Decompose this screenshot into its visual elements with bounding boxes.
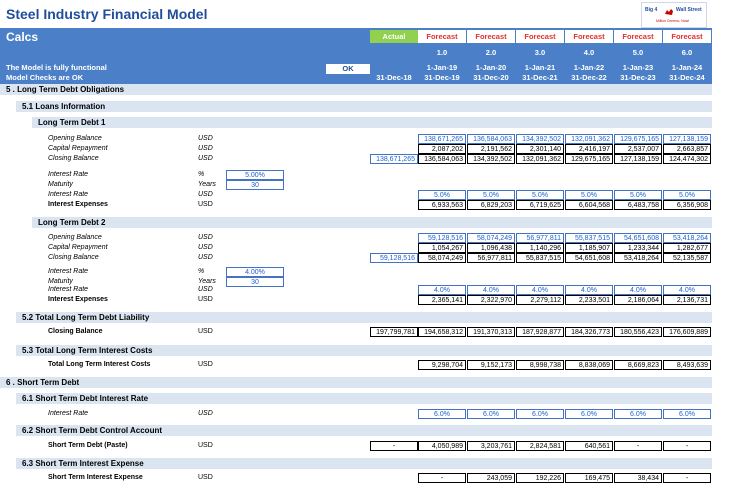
section-total-interest: 5.3 Total Long Term Interest Costs — [0, 345, 712, 356]
value-cell: 194,658,312 — [418, 327, 466, 337]
forecast-label: Forecast — [467, 30, 515, 43]
row-label: Interest Rate — [48, 191, 89, 198]
row-unit: USD — [198, 244, 213, 251]
ltd2-capital-row — [0, 243, 712, 253]
value-cell: 5.0% — [467, 190, 515, 200]
value-cell: 127,138,159 — [663, 134, 711, 144]
value-cell: 169,475 — [565, 473, 613, 483]
value-cell: 6,604,568 — [565, 200, 613, 210]
value-cell: 136,584,063 — [467, 134, 515, 144]
row-unit: USD — [198, 474, 213, 481]
value-cell: 59,128,516 — [418, 233, 466, 243]
period-number: 5.0 — [632, 48, 644, 57]
value-cell: 8,998,738 — [516, 360, 564, 370]
row-label: Total Long Term Interest Costs — [48, 361, 151, 368]
value-cell: 180,556,423 — [614, 327, 662, 337]
row-label: Interest Rate — [48, 171, 89, 178]
section-st-interest: 6.3 Short Term Interest Expense — [0, 458, 712, 469]
row-unit: USD — [198, 410, 213, 417]
row-unit: USD — [198, 155, 213, 162]
value-cell: 53,418,264 — [663, 233, 711, 243]
company-logo: Big 4 Wall Street Million Ceremo, Now! — [641, 2, 707, 28]
value-cell: 1,233,344 — [614, 243, 662, 253]
value-cell: 2,233,501 — [565, 295, 613, 305]
input-cell: 5.00% — [226, 170, 284, 180]
value-cell: 2,087,202 — [418, 144, 466, 154]
value-cell: 4.0% — [663, 285, 711, 295]
value-cell: 55,837,515 — [516, 253, 564, 263]
ltd1-rate-input-row — [0, 170, 712, 180]
period-start: 1-Jan-23 — [622, 63, 654, 72]
total-liability-row — [0, 327, 712, 337]
value-cell: 197,799,781 — [370, 327, 418, 337]
value-cell: 54,651,608 — [565, 253, 613, 263]
value-cell: 9,298,704 — [418, 360, 466, 370]
value-cell: 6.0% — [516, 409, 564, 419]
period-end: 31-Dec-24 — [669, 73, 705, 82]
period-start: 1-Jan-20 — [475, 63, 507, 72]
value-cell: - — [663, 441, 711, 451]
value-cell: 4.0% — [565, 285, 613, 295]
section-ltd1: Long Term Debt 1 — [0, 117, 712, 128]
input-cell: 30 — [226, 277, 284, 287]
value-cell: 56,977,811 — [467, 253, 515, 263]
value-cell: 6,356,908 — [663, 200, 711, 210]
value-cell: 1,096,438 — [467, 243, 515, 253]
value-cell: 2,191,562 — [467, 144, 515, 154]
value-cell: 2,322,970 — [467, 295, 515, 305]
row-label: Capital Repayment — [48, 145, 108, 152]
input-cell: 30 — [226, 180, 284, 190]
value-cell: 176,609,889 — [663, 327, 711, 337]
value-cell: 243,059 — [467, 473, 515, 483]
period-number: 4.0 — [583, 48, 595, 57]
value-cell: 6,829,203 — [467, 200, 515, 210]
row-label: Closing Balance — [48, 155, 99, 162]
value-cell: 6.0% — [663, 409, 711, 419]
input-cell: 4.00% — [226, 267, 284, 277]
value-cell: 38,434 — [614, 473, 662, 483]
ltd1-maturity-row — [0, 180, 712, 190]
row-unit: % — [198, 268, 205, 275]
period-start: 1-Jan-24 — [671, 63, 703, 72]
period-end: 31-Dec-20 — [473, 73, 509, 82]
period-end: 31-Dec-22 — [571, 73, 607, 82]
value-cell: 187,928,877 — [516, 327, 564, 337]
ltd2-closing-row — [0, 253, 712, 263]
row-label: Closing Balance — [48, 328, 103, 335]
row-unit: USD — [198, 145, 213, 152]
forecast-label: Forecast — [418, 30, 466, 43]
value-cell: 6.0% — [565, 409, 613, 419]
row-label: Interest Expenses — [48, 201, 108, 208]
value-cell: 2,416,197 — [565, 144, 613, 154]
ltd2-rate-row — [0, 285, 712, 295]
value-cell: 54,651,608 — [614, 233, 662, 243]
value-cell: 8,493,639 — [663, 360, 711, 370]
period-end: 31-Dec-18 — [376, 73, 412, 82]
section-st-control: 6.2 Short Term Debt Control Account — [0, 425, 712, 436]
forecast-label: Forecast — [614, 30, 662, 43]
value-cell: 1,054,267 — [418, 243, 466, 253]
value-cell: - — [663, 473, 711, 483]
period-end: 31-Dec-19 — [424, 73, 460, 82]
section-loans-info: 5.1 Loans Information — [0, 101, 712, 112]
value-cell: 192,226 — [516, 473, 564, 483]
section-long-term-debt: 5 . Long Term Debt Obligations — [0, 84, 712, 95]
value-cell: 5.0% — [516, 190, 564, 200]
value-cell: 1,282,677 — [663, 243, 711, 253]
ltd1-interest-row — [0, 200, 712, 210]
row-label: Opening Balance — [48, 135, 102, 142]
value-cell: - — [370, 441, 418, 451]
row-unit: USD — [198, 191, 213, 198]
checks-status: Model Checks are OK — [6, 73, 84, 82]
ltd2-rate-input-row — [0, 267, 712, 277]
value-cell: 138,671,265 — [370, 154, 418, 164]
row-label: Opening Balance — [48, 234, 102, 241]
section-ltd2: Long Term Debt 2 — [0, 217, 712, 228]
period-number: 1.0 — [436, 48, 448, 57]
value-cell: 191,370,313 — [467, 327, 515, 337]
section-total-liability: 5.2 Total Long Term Debt Liability — [0, 312, 712, 323]
value-cell: 138,671,265 — [418, 134, 466, 144]
value-cell: 6.0% — [467, 409, 515, 419]
ltd1-opening-row — [0, 134, 712, 144]
total-interest-row — [0, 360, 712, 370]
row-unit: USD — [198, 442, 213, 449]
value-cell: 2,663,857 — [663, 144, 711, 154]
value-cell: 4.0% — [614, 285, 662, 295]
value-cell: 136,584,063 — [418, 154, 466, 164]
bull-icon — [664, 8, 674, 16]
row-unit: Years — [198, 278, 216, 285]
section-st-rate: 6.1 Short Term Debt Interest Rate — [0, 393, 712, 404]
value-cell: 55,837,515 — [565, 233, 613, 243]
row-unit: USD — [198, 296, 213, 303]
value-cell: 3,203,761 — [467, 441, 515, 451]
value-cell: 58,074,249 — [467, 233, 515, 243]
row-unit: USD — [198, 286, 213, 293]
value-cell: 129,675,165 — [565, 154, 613, 164]
row-label: Interest Rate — [48, 268, 89, 275]
value-cell: 2,186,064 — [614, 295, 662, 305]
value-cell: 6,933,563 — [418, 200, 466, 210]
period-number: 3.0 — [534, 48, 546, 57]
sheet-name: Calcs — [6, 30, 39, 44]
section-short-term-debt: 6 . Short Term Debt — [0, 377, 712, 388]
st-debt-row — [0, 441, 712, 451]
value-cell: 2,301,140 — [516, 144, 564, 154]
period-number: 6.0 — [681, 48, 693, 57]
ok-check: OK — [326, 64, 370, 74]
row-unit: USD — [198, 135, 213, 142]
period-start: 1-Jan-22 — [573, 63, 605, 72]
value-cell: 2,537,007 — [614, 144, 662, 154]
st-interest-row — [0, 473, 712, 483]
row-label: Maturity — [48, 181, 73, 188]
row-label: Short Term Debt (Paste) — [48, 442, 128, 449]
value-cell: 4.0% — [516, 285, 564, 295]
value-cell: 6,719,625 — [516, 200, 564, 210]
row-label: Interest Rate — [48, 286, 89, 293]
value-cell: 6.0% — [614, 409, 662, 419]
value-cell: 52,135,587 — [663, 253, 711, 263]
value-cell: - — [614, 441, 662, 451]
value-cell: 640,561 — [565, 441, 613, 451]
forecast-label: Forecast — [516, 30, 564, 43]
page-title: Steel Industry Financial Model — [6, 6, 208, 22]
row-label: Maturity — [48, 278, 73, 285]
value-cell: 134,392,502 — [516, 134, 564, 144]
ltd1-closing-row — [0, 154, 712, 164]
value-cell: 127,138,159 — [614, 154, 662, 164]
forecast-label: Forecast — [565, 30, 613, 43]
value-cell: 134,392,502 — [467, 154, 515, 164]
value-cell: 132,091,362 — [565, 134, 613, 144]
ltd2-interest-row — [0, 295, 712, 305]
row-label: Closing Balance — [48, 254, 99, 261]
ltd1-capital-row — [0, 144, 712, 154]
row-unit: Years — [198, 181, 216, 188]
value-cell: 8,669,823 — [614, 360, 662, 370]
value-cell: 2,136,731 — [663, 295, 711, 305]
value-cell: 53,418,264 — [614, 253, 662, 263]
value-cell: 4,050,989 — [418, 441, 466, 451]
row-unit: USD — [198, 234, 213, 241]
row-unit: USD — [198, 254, 213, 261]
actual-label: Actual — [370, 30, 418, 43]
value-cell: 59,128,516 — [370, 253, 418, 263]
value-cell: 8,838,069 — [565, 360, 613, 370]
value-cell: 6,483,758 — [614, 200, 662, 210]
value-cell: 1,140,296 — [516, 243, 564, 253]
row-unit: USD — [198, 328, 213, 335]
row-label: Interest Rate — [48, 410, 89, 417]
value-cell: 4.0% — [467, 285, 515, 295]
value-cell: 2,279,112 — [516, 295, 564, 305]
value-cell: 1,185,907 — [565, 243, 613, 253]
value-cell: 56,977,811 — [516, 233, 564, 243]
ltd2-opening-row — [0, 233, 712, 243]
row-unit: % — [198, 171, 205, 178]
value-cell: 58,074,249 — [418, 253, 466, 263]
st-rate-row — [0, 409, 712, 419]
value-cell: - — [418, 473, 466, 483]
period-end: 31-Dec-23 — [620, 73, 656, 82]
value-cell: 2,365,141 — [418, 295, 466, 305]
row-unit: USD — [198, 361, 213, 368]
period-start: 1-Jan-19 — [426, 63, 458, 72]
value-cell: 5.0% — [565, 190, 613, 200]
forecast-label: Forecast — [663, 30, 711, 43]
value-cell: 2,824,581 — [516, 441, 564, 451]
ltd1-rate-row — [0, 190, 712, 200]
period-start: 1-Jan-21 — [524, 63, 556, 72]
value-cell: 9,152,173 — [467, 360, 515, 370]
functional-status: The Model is fully functional — [6, 63, 107, 72]
value-cell: 5.0% — [614, 190, 662, 200]
value-cell: 184,326,773 — [565, 327, 613, 337]
value-cell: 124,474,302 — [663, 154, 711, 164]
period-number: 2.0 — [485, 48, 497, 57]
value-cell: 4.0% — [418, 285, 466, 295]
value-cell: 129,675,165 — [614, 134, 662, 144]
value-cell: 6.0% — [418, 409, 466, 419]
row-label: Short Term Interest Expense — [48, 474, 143, 481]
value-cell: 132,091,362 — [516, 154, 564, 164]
row-label: Interest Expenses — [48, 296, 108, 303]
row-unit: USD — [198, 201, 213, 208]
value-cell: 5.0% — [418, 190, 466, 200]
period-end: 31-Dec-21 — [522, 73, 558, 82]
row-label: Capital Repayment — [48, 244, 108, 251]
value-cell: 5.0% — [663, 190, 711, 200]
title-bar — [0, 0, 736, 28]
